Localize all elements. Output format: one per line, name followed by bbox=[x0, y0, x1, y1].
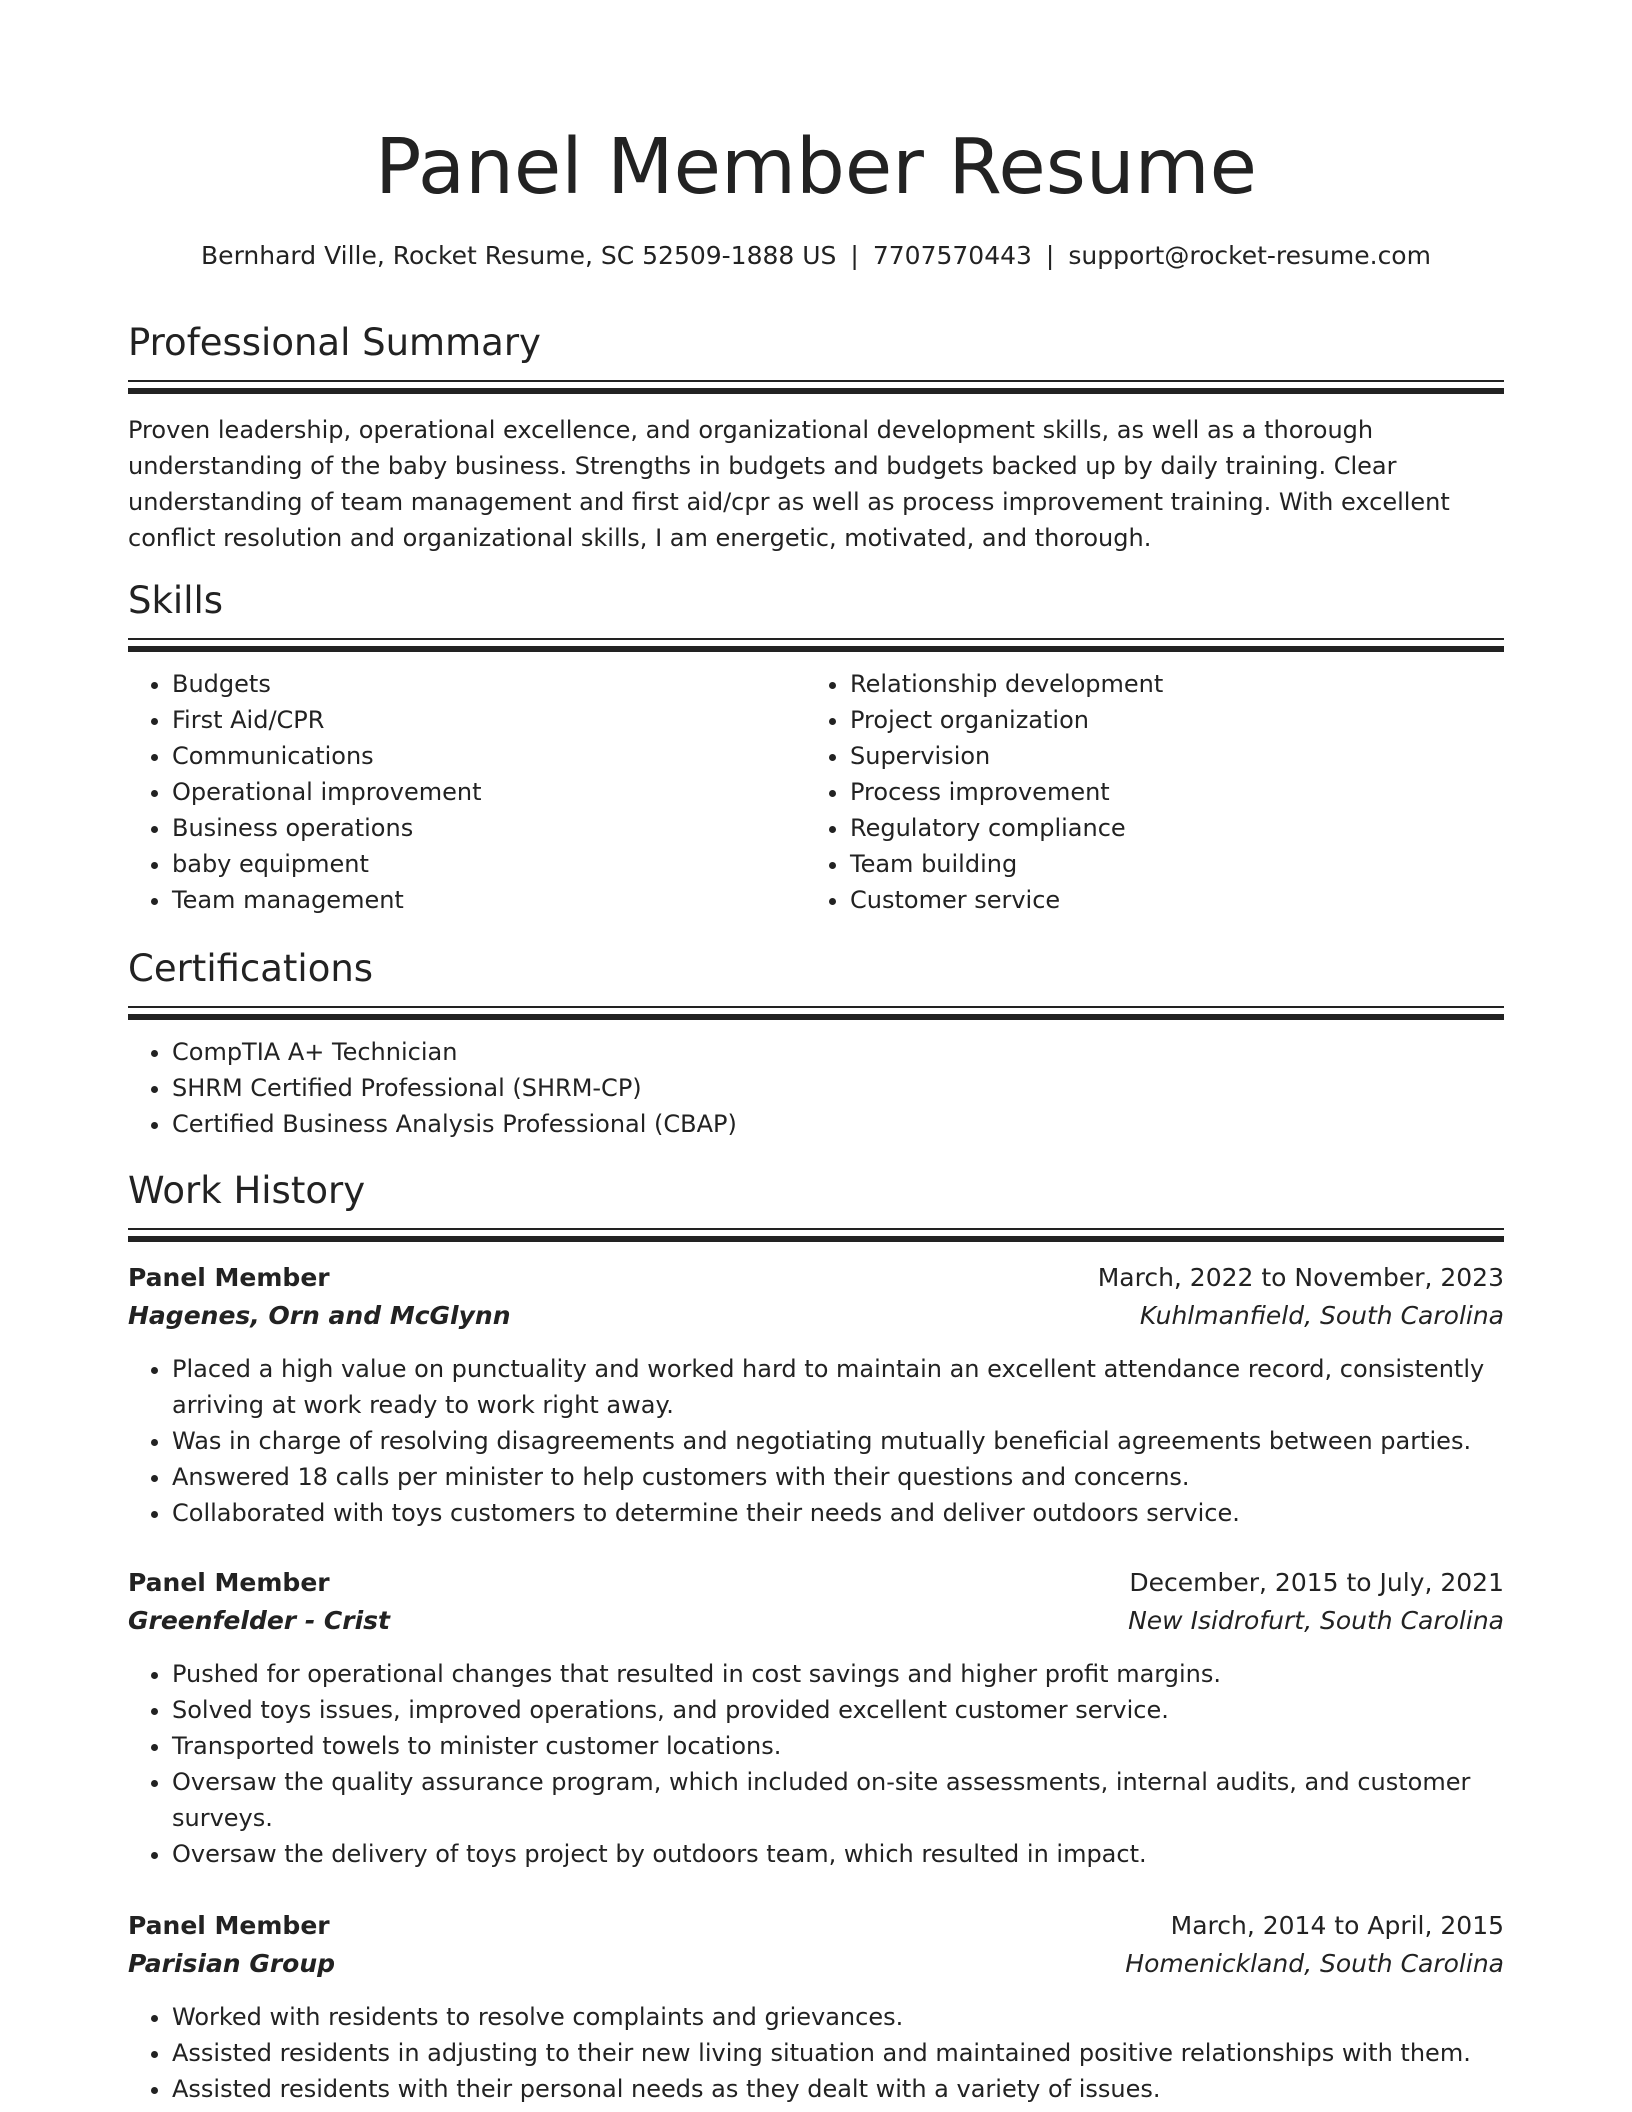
skill-item: • First Aid/CPR bbox=[172, 702, 806, 738]
certifications-section bbox=[128, 944, 1504, 1142]
contact-separator: | bbox=[1045, 241, 1055, 270]
skills-column-left bbox=[128, 666, 806, 918]
job-dates: March, 2022 to November, 2023 bbox=[1097, 1263, 1504, 1292]
section-divider bbox=[128, 1006, 1504, 1020]
skill-item: • Regulatory compliance bbox=[850, 810, 1484, 846]
skill-item: • Communications bbox=[172, 738, 806, 774]
skills-section bbox=[128, 576, 1504, 918]
job-bullet: • Transported towels to minister customer locations. bbox=[172, 1728, 1504, 1764]
job-bullet: • Collaborated with toys customers to determine their needs and deliver outdoors service. bbox=[172, 1495, 1504, 1531]
job-bullet: • Solved toys issues, improved operations, and provided excellent customer service. bbox=[172, 1692, 1504, 1728]
job-company: Greenfelder - Crist bbox=[128, 1606, 390, 1635]
skill-item: • Business operations bbox=[172, 810, 806, 846]
job-entry bbox=[128, 1259, 1504, 1531]
skill-item: • Budgets bbox=[172, 666, 806, 702]
certification-item: • SHRM Certified Professional (SHRM-CP) bbox=[172, 1070, 1504, 1106]
job-company: Parisian Group bbox=[128, 1949, 336, 1978]
summary-text: Proven leadership, operational excellence, and organizational development skills, as well as a thorough understanding of the baby business. Strengths in budgets and budgets backed up by daily training. Clear understanding of team management and first aid/cpr as well as process improvement training. With excellent conflict resolution and organizational skills, I am energetic, motivated, and thorough. bbox=[128, 416, 1450, 552]
section-divider bbox=[128, 638, 1504, 652]
job-title: Panel Member bbox=[128, 1263, 330, 1292]
page-title: Panel Member Resume bbox=[374, 123, 1258, 212]
work-history-heading: Work History bbox=[128, 1169, 366, 1212]
skills-column-right bbox=[806, 666, 1484, 918]
job-bullet: • Was in charge of resolving disagreements and negotiating mutually beneficial agreements between parties. bbox=[172, 1423, 1504, 1459]
contact-email[interactable]: support@rocket-resume.com bbox=[1068, 241, 1431, 270]
job-dates: March, 2014 to April, 2015 bbox=[1170, 1911, 1504, 1940]
job-bullet: • Pushed for operational changes that resulted in cost savings and higher profit margins. bbox=[172, 1656, 1504, 1692]
job-title: Panel Member bbox=[128, 1911, 330, 1940]
work-history-section bbox=[128, 1166, 1504, 1242]
job-bullet: • Placed a high value on punctuality and worked hard to maintain an excellent attendance record, consistently arriving at work ready to work right away. bbox=[172, 1351, 1504, 1423]
skills-heading: Skills bbox=[128, 579, 224, 622]
skill-item: • Customer service bbox=[850, 882, 1484, 918]
job-company: Hagenes, Orn and McGlynn bbox=[128, 1301, 511, 1330]
job-location: New Isidrofurt, South Carolina bbox=[1128, 1606, 1504, 1635]
job-entry bbox=[128, 1564, 1504, 1872]
skills-grid bbox=[128, 666, 1504, 918]
certification-item: • CompTIA A+ Technician bbox=[172, 1034, 1504, 1070]
job-bullet: • Oversaw the delivery of toys project by outdoors team, which resulted in impact. bbox=[172, 1836, 1504, 1872]
skill-item: • Project organization bbox=[850, 702, 1484, 738]
job-bullet: • Assisted residents with their personal needs as they dealt with a variety of issues. bbox=[172, 2071, 1504, 2107]
skill-item: • Operational improvement bbox=[172, 774, 806, 810]
skill-item: • Process improvement bbox=[850, 774, 1484, 810]
skill-item: • Team management bbox=[172, 882, 806, 918]
job-bullet: • Oversaw the quality assurance program, which included on-site assessments, internal audits, and customer surveys. bbox=[172, 1764, 1504, 1836]
job-location: Homenickland, South Carolina bbox=[1125, 1949, 1504, 1978]
certification-item: • Certified Business Analysis Professional (CBAP) bbox=[172, 1106, 1504, 1142]
contact-address: Bernhard Ville, Rocket Resume, SC 52509-1888 US bbox=[201, 241, 837, 270]
job-location: Kuhlmanfield, South Carolina bbox=[1139, 1301, 1504, 1330]
job-bullet: • Answered 18 calls per minister to help customers with their questions and concerns. bbox=[172, 1459, 1504, 1495]
contact-line bbox=[128, 238, 1504, 274]
job-bullet: • Worked with residents to resolve complaints and grievances. bbox=[172, 1999, 1504, 2035]
section-divider bbox=[128, 1228, 1504, 1242]
certifications-heading: Certifications bbox=[128, 947, 374, 990]
summary-section bbox=[128, 318, 1504, 556]
summary-heading: Professional Summary bbox=[128, 321, 541, 364]
job-bullet: • Assisted residents in adjusting to their new living situation and maintained positive relationships with them. bbox=[172, 2035, 1504, 2071]
skill-item: • baby equipment bbox=[172, 846, 806, 882]
contact-phone: 7707570443 bbox=[872, 241, 1032, 270]
contact-separator: | bbox=[850, 241, 859, 270]
skill-item: • Team building bbox=[850, 846, 1484, 882]
job-entry bbox=[128, 1907, 1504, 2107]
section-divider bbox=[128, 380, 1504, 394]
job-title: Panel Member bbox=[128, 1568, 330, 1597]
job-dates: December, 2015 to July, 2021 bbox=[1129, 1568, 1504, 1597]
skill-item: • Relationship development bbox=[850, 666, 1484, 702]
skill-item: • Supervision bbox=[850, 738, 1484, 774]
